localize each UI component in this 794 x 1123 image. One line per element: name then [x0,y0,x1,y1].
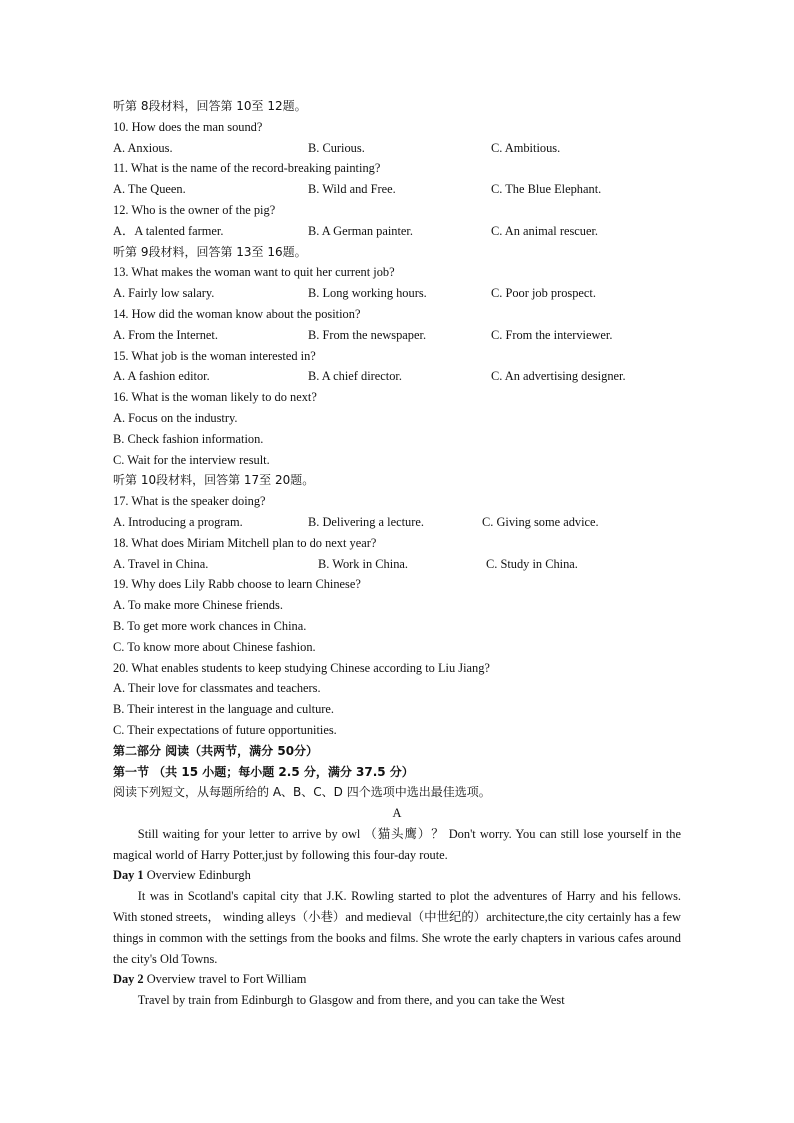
option-b: B. Curious. [308,140,365,155]
option-a-20: A. Their love for classmates and teachers. [113,681,321,696]
section-heading-10: 听第 10段材料，回答第 17至 20题。 [113,473,315,488]
question-17 [113,491,681,512]
option-b-19: B. To get more work chances in China. [113,618,307,633]
question-10 [113,117,681,138]
day-title: Overview travel to Fort William [143,972,307,987]
day-1-heading [113,865,681,886]
option-c: C. Ambitious. [491,140,561,155]
option-a: A. Anxious. [113,140,173,155]
question-stem: 19. Why does Lily Rabb choose to learn Chinese? [113,577,361,592]
day-2-heading [113,969,681,990]
day-2-paragraph: Travel by train from Edinburgh to Glasgow and from there, and you can take the West [137,993,565,1008]
option-a: A. Travel in China. [113,556,209,571]
question-stem: 18. What does Miriam Mitchell plan to do next year? [113,535,377,550]
question-11 [113,158,681,179]
options-17 [113,512,681,533]
question-14 [113,304,681,325]
options-12 [113,221,681,242]
option-a: A．A talented farmer. [113,223,224,238]
option-c: C. An animal rescuer. [491,223,599,238]
question-18 [113,533,681,554]
question-13 [113,262,681,283]
option-b: B. Wild and Free. [308,182,396,197]
option-b-16: B. Check fashion information. [113,431,264,446]
option-a: A. Introducing a program. [113,514,243,529]
day-1-paragraph: It was in Scotland's capital city that J.K. Rowling started to plot the adventures of Harry and his fellows. With stoned streets， winding alleys（小巷）and medieval（中世纪的）architecture,the city certainly has a few things in common with the settings from the books and films. She wrote the early chapters in various cafes around the city's Old Towns. [113,889,681,966]
option-b: B. A German painter. [308,223,413,238]
question-stem: 20. What enables students to keep studying Chinese according to Liu Jiang? [113,660,490,675]
option-b: B. Long working hours. [308,286,427,301]
option-c-19: C. To know more about Chinese fashion. [113,639,316,654]
section-heading-8: 听第 8段材料，回答第 10至 12题。 [113,99,307,113]
question-stem: 12. Who is the owner of the pig? [113,202,276,217]
option-c: C. From the interviewer. [491,327,613,342]
option-a: A. A fashion editor. [113,369,210,384]
question-stem: 13. What makes the woman want to quit her current job? [113,265,395,280]
options-15 [113,366,681,387]
option-a: A. From the Internet. [113,327,218,342]
question-15 [113,346,681,367]
day-title: Overview Edinburgh [143,868,251,883]
options-13 [113,283,681,304]
option-c-20: C. Their expectations of future opportunities. [113,722,337,737]
option-c-16: C. Wait for the interview result. [113,452,270,467]
option-b: B. Delivering a lecture. [308,514,424,529]
section-heading-9: 听第 9段材料，回答第 13至 16题。 [113,244,307,259]
options-14 [113,325,681,346]
part-two-heading: 第二部分 阅读（共两节，满分 50分） [113,743,319,758]
day-label: Day 2 [113,972,144,987]
option-c: C. An advertising designer. [491,369,626,384]
option-c: C. Study in China. [486,556,578,571]
question-stem: 14. How did the woman know about the position? [113,306,361,321]
question-12 [113,200,681,221]
question-stem: 15. What job is the woman interested in? [113,348,316,363]
passage-letter: A [392,806,402,821]
option-a-16: A. Focus on the industry. [113,410,238,425]
options-11 [113,179,681,200]
question-20 [113,658,681,679]
option-b: B. Work in China. [318,556,408,571]
document-page [113,96,681,1011]
question-19 [113,574,681,595]
option-b: B. A chief director. [308,369,402,384]
option-a: A. Fairly low salary. [113,286,215,301]
section-one-heading: 第一节 （共 15 小题；每小题 2.5 分，满分 37.5 分） [113,764,414,779]
question-stem: 11. What is the name of the record-breaking painting? [113,161,381,176]
option-a: A. The Queen. [113,182,186,197]
reading-instruction: 阅读下列短文，从每题所给的 A、B、C、D 四个选项中选出最佳选项。 [113,785,491,800]
option-c: C. The Blue Elephant. [491,182,602,197]
options-18 [113,554,681,575]
question-stem: 10. How does the man sound? [113,119,263,134]
question-stem: 16. What is the woman likely to do next? [113,390,317,405]
option-b-20: B. Their interest in the language and culture. [113,702,335,717]
option-a-19: A. To make more Chinese friends. [113,598,283,613]
question-stem: 17. What is the speaker doing? [113,494,266,509]
option-b: B. From the newspaper. [308,327,427,342]
option-c: C. Poor job prospect. [491,286,596,301]
passage-intro: Still waiting for your letter to arrive by owl （猫头鹰）？ Don't worry. You can still lose yourself in the magical world of Harry Potter,just by following this four-day route. [113,826,681,862]
question-16 [113,387,681,408]
day-label: Day 1 [113,868,144,883]
options-10 [113,138,681,159]
option-c: C. Giving some advice. [482,514,599,529]
